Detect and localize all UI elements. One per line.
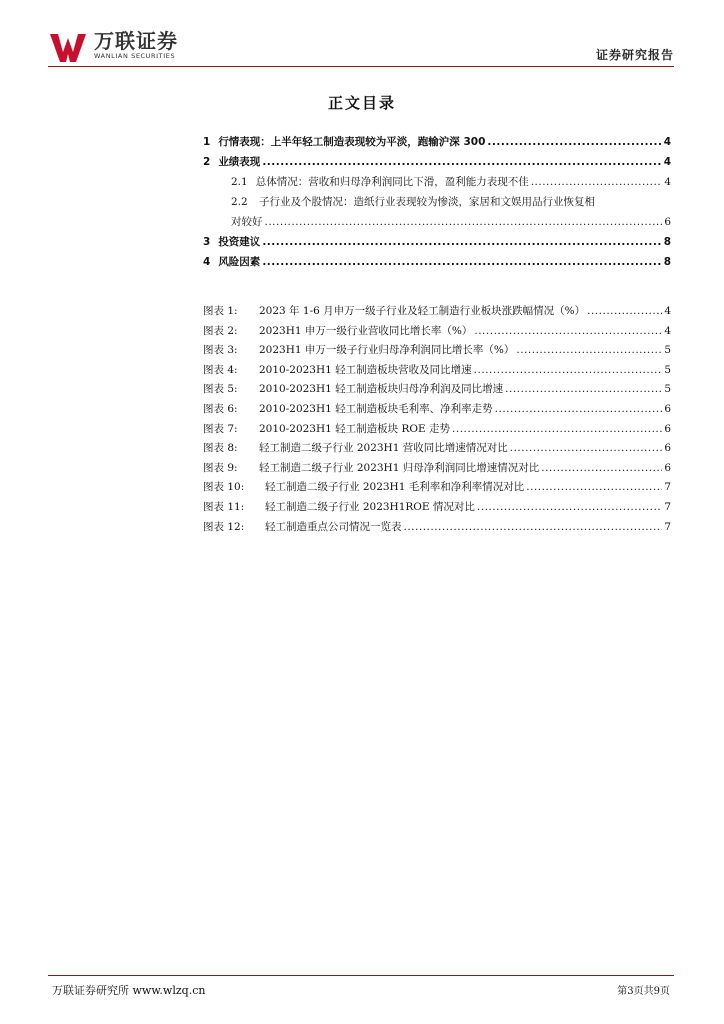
footer-divider <box>48 975 674 976</box>
footer-source: 万联证券研究所 www.wlzq.cn <box>52 984 206 997</box>
toc-leader-dots <box>587 302 662 322</box>
figure-entry[interactable] <box>203 322 671 342</box>
figure-label: 图表 6: <box>203 402 238 415</box>
wanlian-logo-icon <box>48 30 90 64</box>
logo-english-name: WANLIAN SECURITIES <box>94 52 176 60</box>
figure-page: 5 <box>664 383 671 396</box>
toc-leader-dots <box>474 322 662 342</box>
toc-entry[interactable] <box>203 252 671 272</box>
toc-leader-dots <box>477 498 662 518</box>
toc-leader-dots <box>541 459 662 479</box>
toc-entry-page: 4 <box>664 176 671 188</box>
logo-chinese-name: 万联证券 <box>94 29 178 53</box>
toc-entry-number: 3 <box>203 236 211 248</box>
toc-leader-dots <box>495 400 663 420</box>
figure-page: 6 <box>664 402 671 415</box>
figure-entry[interactable] <box>203 380 671 400</box>
figure-label: 图表 9: <box>203 461 238 474</box>
figure-label: 图表 7: <box>203 422 238 435</box>
page-header <box>48 30 674 68</box>
figure-page: 7 <box>664 481 671 494</box>
figure-entry[interactable] <box>203 439 671 459</box>
report-type-label: 证券研究报告 <box>595 48 674 62</box>
figure-label: 图表 4: <box>203 363 238 376</box>
figure-page: 7 <box>664 520 671 533</box>
figure-title: 轻工制造重点公司情况一览表 <box>265 520 402 533</box>
figure-page: 5 <box>664 363 671 376</box>
figure-title: 2010-2023H1 轻工制造板块营收及同比增速 <box>259 363 472 376</box>
figure-page: 6 <box>664 422 671 435</box>
figure-list <box>203 302 671 537</box>
toc-entry-title: 业绩表现 <box>218 156 261 168</box>
toc-leader-dots <box>262 252 661 272</box>
figure-title: 轻工制造二级子行业 2023H1ROE 情况对比 <box>265 500 475 513</box>
figure-page: 5 <box>664 344 671 357</box>
toc-entry-title: 投资建议 <box>218 236 261 248</box>
toc-entry-title: 风险因素 <box>218 256 261 268</box>
figure-title: 2023 年 1-6 月申万一级子行业及轻工制造行业板块涨跌幅情况（%） <box>259 305 586 317</box>
toc-entry-page: 4 <box>663 136 671 148</box>
toc-entry[interactable] <box>203 132 671 152</box>
toc-entry-number: 2.1 <box>231 176 248 188</box>
figure-entry[interactable] <box>203 459 671 479</box>
figure-entry[interactable] <box>203 478 671 498</box>
page-title: 正文目录 <box>327 94 396 112</box>
figure-label: 图表 8: <box>203 442 238 455</box>
toc-leader-dots <box>474 361 663 381</box>
figure-entry[interactable] <box>203 361 671 381</box>
company-logo <box>48 30 178 64</box>
toc-entry-page: 6 <box>664 216 671 228</box>
toc-leader-dots <box>487 132 661 152</box>
toc-leader-dots <box>262 152 661 172</box>
figure-title: 2023H1 申万一级子行业归母净利润同比增长率（%） <box>259 344 515 357</box>
toc-entry-number: 1 <box>203 136 211 148</box>
toc-leader-dots <box>262 232 661 252</box>
table-of-contents <box>203 132 671 272</box>
figure-title: 2023H1 申万一级行业营收同比增长率（%） <box>259 324 473 337</box>
figure-label: 图表 10: <box>203 481 245 494</box>
toc-leader-dots <box>510 439 663 459</box>
toc-entry-title-continued: 对较好 <box>231 216 263 228</box>
toc-entry-title: 子行业及个股情况：造纸行业表现较为惨淡，家居和文娱用品行业恢复相 <box>259 196 596 208</box>
toc-entry-page: 8 <box>663 256 671 268</box>
figure-title: 2010-2023H1 轻工制造板块归母净利润及同比增速 <box>259 383 504 396</box>
figure-title: 轻工制造二级子行业 2023H1 营收同比增速情况对比 <box>259 442 508 455</box>
toc-subentry[interactable] <box>203 192 671 212</box>
figure-title: 轻工制造二级子行业 2023H1 归母净利润同比增速情况对比 <box>259 461 540 474</box>
toc-entry-title: 总体情况：营收和归母净利润同比下滑，盈利能力表现不佳 <box>255 176 529 188</box>
toc-entry-page: 4 <box>663 156 671 168</box>
toc-leader-dots <box>516 341 662 361</box>
figure-entry[interactable] <box>203 518 671 538</box>
figure-label: 图表 2: <box>203 324 238 337</box>
toc-entry-number: 2.2 <box>231 196 248 208</box>
figure-entry[interactable] <box>203 420 671 440</box>
figure-title: 2010-2023H1 轻工制造板块毛利率、净利率走势 <box>259 402 493 415</box>
toc-leader-dots <box>531 172 663 192</box>
header-divider <box>48 66 674 67</box>
page-number: 第3页共9页 <box>617 986 670 997</box>
toc-leader-dots <box>404 518 663 538</box>
figure-page: 6 <box>664 461 671 474</box>
toc-entry[interactable] <box>203 152 671 172</box>
figure-label: 图表 11: <box>203 500 245 513</box>
figure-page: 4 <box>664 305 671 317</box>
toc-leader-dots <box>265 212 663 232</box>
figure-page: 7 <box>664 500 671 513</box>
toc-entry-title: 行情表现：上半年轻工制造表现较为平淡，跑输沪深 300 <box>218 136 486 148</box>
toc-subentry-continuation[interactable] <box>203 212 671 232</box>
figure-entry[interactable] <box>203 498 671 518</box>
figure-label: 图表 3: <box>203 344 238 357</box>
figure-label: 图表 5: <box>203 383 238 396</box>
toc-entry[interactable] <box>203 232 671 252</box>
toc-entry-number: 4 <box>203 256 211 268</box>
toc-subentry[interactable] <box>203 172 671 192</box>
figure-title: 2010-2023H1 轻工制造板块 ROE 走势 <box>259 422 451 435</box>
toc-leader-dots <box>452 420 662 440</box>
toc-entry-page: 8 <box>663 236 671 248</box>
toc-leader-dots <box>505 380 662 400</box>
figure-entry[interactable] <box>203 302 671 322</box>
figure-page: 6 <box>664 442 671 455</box>
figure-label: 图表 1: <box>203 305 238 317</box>
figure-entry[interactable] <box>203 400 671 420</box>
toc-leader-dots <box>526 478 662 498</box>
figure-page: 4 <box>664 324 671 337</box>
figure-label: 图表 12: <box>203 520 245 533</box>
figure-title: 轻工制造二级子行业 2023H1 毛利率和净利率情况对比 <box>265 481 525 494</box>
figure-entry[interactable] <box>203 341 671 361</box>
toc-entry-number: 2 <box>203 156 211 168</box>
